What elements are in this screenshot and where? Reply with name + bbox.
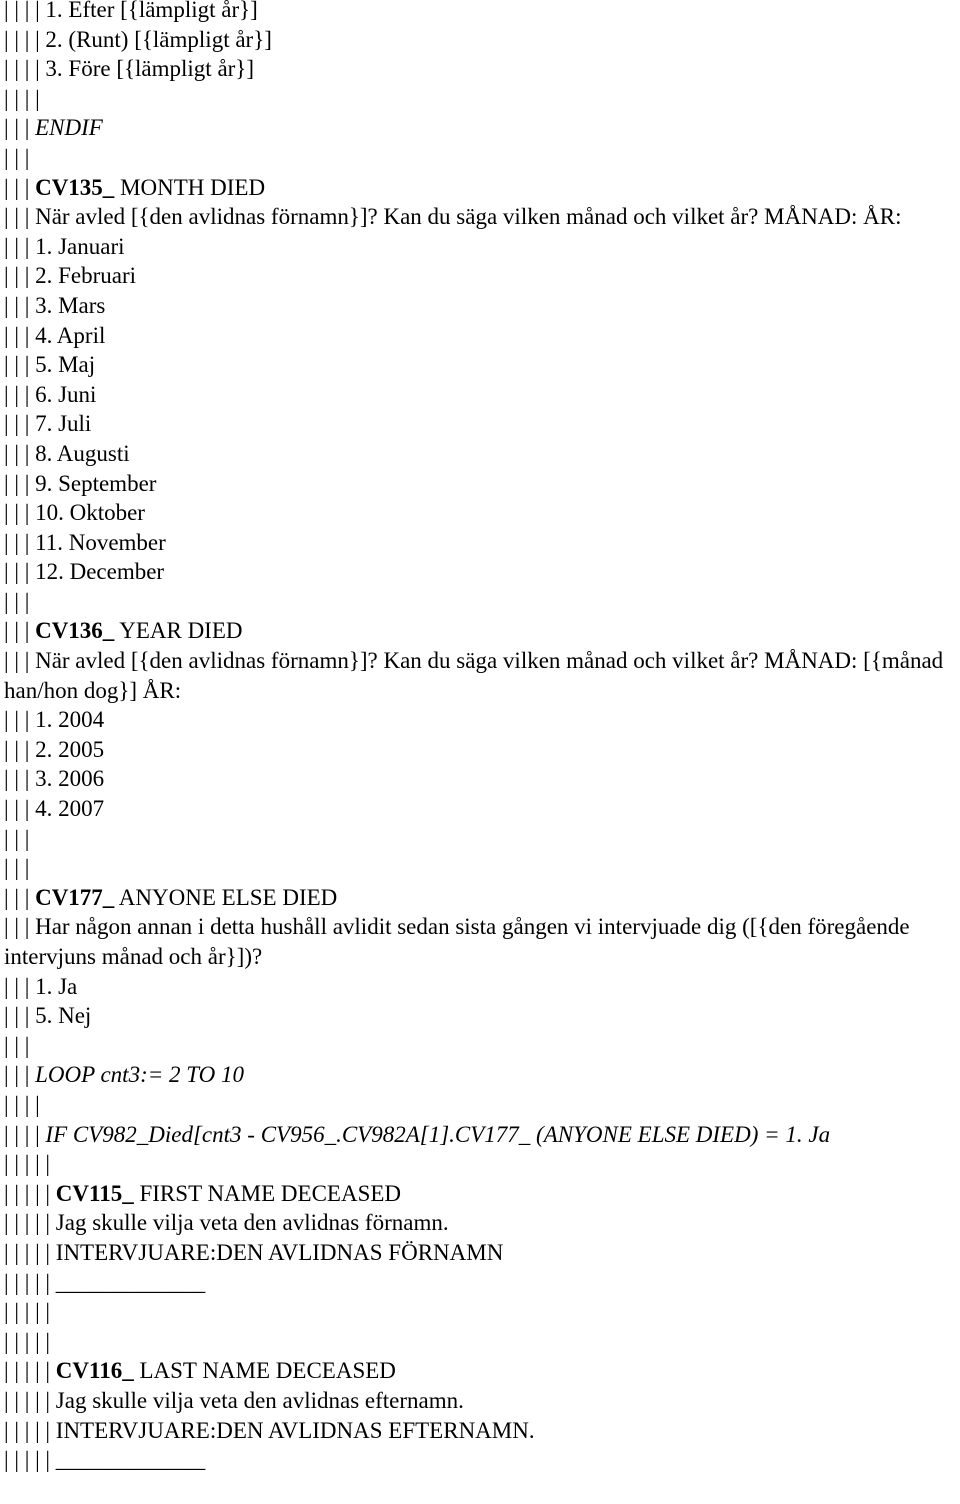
line-text: 8. Augusti [35,440,130,466]
indent-bars: | | | | | [4,1210,56,1236]
indent-bars: | | | [4,1003,36,1029]
indent-bars: | | | | | [4,1387,56,1413]
document-line [4,883,956,913]
document-line [4,1297,956,1327]
indent-bars: | | | [4,973,36,999]
indent-bars: | | | [4,766,36,792]
document-line [4,380,956,410]
document-line [4,824,956,854]
line-text: 2. 2005 [35,736,105,762]
line-text: 7. Juli [35,411,92,437]
indent-bars: | | | [4,352,36,378]
line-text: YEAR DIED [114,618,243,644]
control-statement: IF CV982_Died[cnt3 - CV956_.CV982A[1].CV177_ (ANYONE ELSE DIED) = 1. Ja [45,1121,831,1147]
questionnaire-document [4,0,956,1475]
document-line [4,409,956,439]
indent-bars: | | | [4,263,36,289]
document-line [4,0,956,25]
question-code: CV115_ [55,1180,134,1206]
indent-bars: | | | [4,411,36,437]
document-line [4,1090,956,1120]
indent-bars: | | | | | [4,1417,56,1443]
indent-bars: | | | [4,470,36,496]
document-line [4,1031,956,1061]
indent-bars: | | | | [4,1121,46,1147]
document-line [4,646,956,705]
line-text: 3. 2006 [35,766,105,792]
document-line [4,1268,956,1298]
indent-bars: | | | | | [4,1151,51,1177]
line-text: 9. September [35,470,157,496]
line-text: När avled [{den avlidnas förnamn}]? Kan du säga vilken månad och vilket år? MÅNAD: ÅR: [35,204,902,230]
document-line [4,439,956,469]
indent-bars: | | | [4,914,36,940]
line-text: 5. Nej [35,1003,92,1029]
indent-bars: | | | [4,144,30,170]
document-line [4,528,956,558]
indent-bars: | | | [4,381,36,407]
line-text: ANYONE ELSE DIED [114,884,338,910]
document-line [4,321,956,351]
indent-bars: | | | | | [4,1180,56,1206]
document-line [4,1445,956,1475]
document-line [4,143,956,173]
indent-bars: | | | [4,648,36,674]
indent-bars: | | | [4,115,36,141]
indent-bars: | | | [4,174,36,200]
indent-bars: | | | [4,233,36,259]
line-text: 5. Maj [35,352,96,378]
document-line [4,232,956,262]
indent-bars: | | | [4,204,36,230]
document-line [4,291,956,321]
indent-bars: | | | [4,1032,30,1058]
indent-bars: | | | [4,825,30,851]
document-line [4,173,956,203]
indent-bars: | | | [4,322,36,348]
line-text: FIRST NAME DECEASED [133,1180,402,1206]
document-line [4,1327,956,1357]
indent-bars: | | | [4,500,36,526]
document-line [4,853,956,883]
indent-bars: | | | | [4,85,40,111]
line-text: _____________ [55,1447,206,1473]
document-line [4,587,956,617]
line-text: INTERVJUARE:DEN AVLIDNAS FÖRNAMN [55,1239,504,1265]
line-text: MONTH DIED [114,174,266,200]
indent-bars: | | | | | [4,1239,56,1265]
indent-bars: | | | | | [4,1358,56,1384]
document-line [4,261,956,291]
document-line [4,735,956,765]
indent-bars: | | | [4,618,36,644]
indent-bars: | | | [4,292,36,318]
document-line [4,972,956,1002]
indent-bars: | | | | [4,26,46,52]
document-line [4,1416,956,1446]
indent-bars: | | | | [4,1091,40,1117]
document-line [4,1060,956,1090]
line-text: 12. December [35,559,165,585]
document-line [4,912,956,971]
line-text: 4. April [35,322,106,348]
indent-bars: | | | [4,855,30,881]
line-text: 3. Före [{lämpligt år}] [45,56,255,82]
indent-bars: | | | | | [4,1299,51,1325]
document-line [4,1120,956,1150]
question-code: CV116_ [55,1358,134,1384]
document-line [4,557,956,587]
document-line [4,469,956,499]
document-line [4,84,956,114]
document-line [4,1001,956,1031]
document-line [4,705,956,735]
document-line [4,25,956,55]
document-line [4,1208,956,1238]
indent-bars: | | | | | [4,1447,56,1473]
document-line [4,1149,956,1179]
line-text: Jag skulle vilja veta den avlidnas efternamn. [55,1387,464,1413]
indent-bars: | | | [4,796,36,822]
document-line [4,1238,956,1268]
question-code: CV136_ [35,618,115,644]
indent-bars: | | | [4,884,36,910]
line-text: Jag skulle vilja veta den avlidnas förnamn. [55,1210,449,1236]
line-text: När avled [{den avlidnas förnamn}]? Kan du säga vilken månad och vilket år? MÅNAD: [{månad han/hon dog}] ÅR: [4,648,944,703]
indent-bars: | | | [4,1062,36,1088]
document-line [4,350,956,380]
document-line [4,54,956,84]
line-text: Har någon annan i detta hushåll avlidit sedan sista gången vi intervjuade dig ([{den föregående intervjuns månad och år}])? [4,914,910,969]
indent-bars: | | | [4,588,30,614]
document-line [4,764,956,794]
indent-bars: | | | [4,440,36,466]
line-text: 1. Ja [35,973,78,999]
indent-bars: | | | | [4,0,46,22]
line-text: 3. Mars [35,292,106,318]
line-text: 4. 2007 [35,796,105,822]
document-line [4,202,956,232]
indent-bars: | | | | | [4,1269,56,1295]
line-text: 1. Efter [{lämpligt år}] [45,0,258,22]
document-line [4,1179,956,1209]
line-text: 1. Januari [35,233,125,259]
line-text: 1. 2004 [35,707,105,733]
question-code: CV177_ [35,884,115,910]
line-text: INTERVJUARE:DEN AVLIDNAS EFTERNAMN. [55,1417,535,1443]
document-line [4,498,956,528]
indent-bars: | | | [4,736,36,762]
line-text: _____________ [55,1269,206,1295]
line-text: LAST NAME DECEASED [133,1358,396,1384]
indent-bars: | | | [4,559,36,585]
indent-bars: | | | [4,529,36,555]
line-text: 10. Oktober [35,500,145,526]
question-code: CV135_ [35,174,115,200]
document-line [4,1356,956,1386]
control-statement: LOOP cnt3:= 2 TO 10 [35,1062,244,1088]
line-text: 11. November [35,529,166,555]
document-line [4,794,956,824]
document-line [4,1386,956,1416]
document-line [4,113,956,143]
line-text: 2. Februari [35,263,136,289]
indent-bars: | | | | | [4,1328,51,1354]
document-line [4,616,956,646]
line-text: 6. Juni [35,381,97,407]
indent-bars: | | | [4,707,36,733]
indent-bars: | | | | [4,56,46,82]
control-statement: ENDIF [35,115,103,141]
line-text: 2. (Runt) [{lämpligt år}] [45,26,272,52]
